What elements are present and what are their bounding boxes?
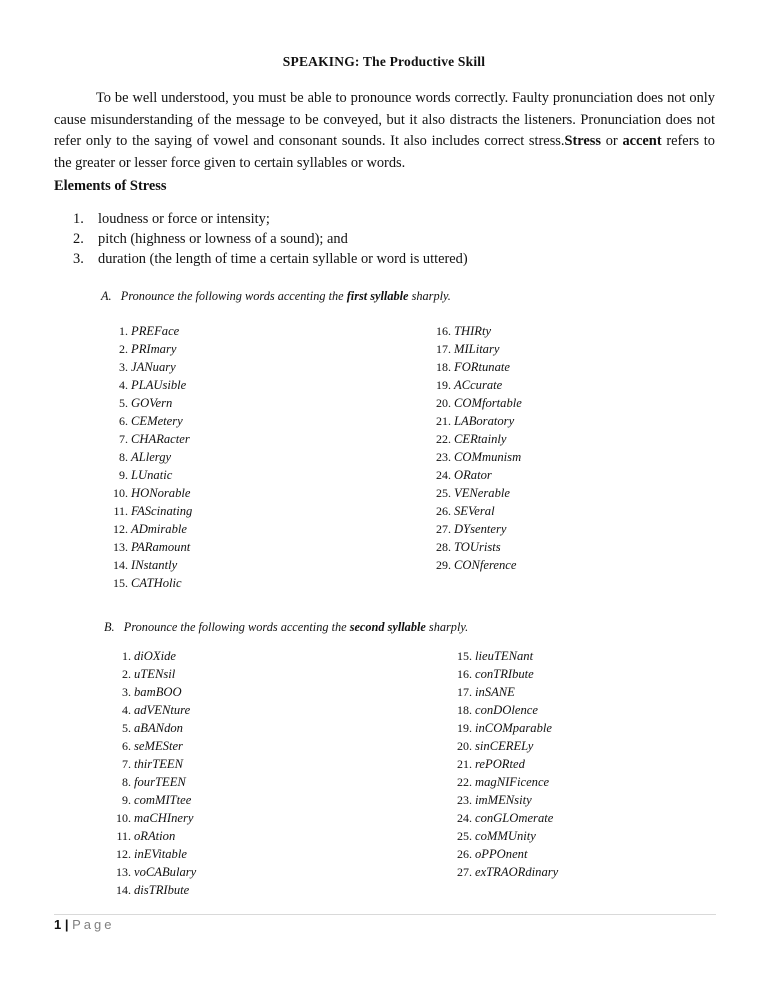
stress-term: Stress	[564, 133, 602, 149]
word-item	[427, 322, 707, 340]
word-text: bamBOO	[134, 685, 182, 699]
word-number: 8.	[122, 775, 131, 789]
word-text: FORtunate	[454, 360, 510, 374]
word-number: 12.	[116, 847, 131, 861]
word-text: maCHInery	[134, 811, 194, 825]
item-text: duration (the length of time a certain syllable or word is uttered)	[98, 251, 468, 267]
word-item	[448, 683, 708, 701]
word-item	[448, 863, 708, 881]
intro-paragraph	[54, 88, 715, 174]
page-footer	[54, 917, 114, 932]
word-text: comMITtee	[134, 793, 192, 807]
word-item	[448, 665, 708, 683]
word-item	[107, 647, 407, 665]
section-a-suffix: sharply.	[408, 289, 451, 303]
word-text: diOXide	[134, 649, 176, 663]
word-number: 24.	[436, 468, 451, 482]
word-text: PLAUsible	[131, 378, 187, 392]
word-item	[107, 809, 407, 827]
section-b-heading	[104, 620, 468, 635]
item-number: 2.	[73, 231, 84, 247]
word-item	[448, 773, 708, 791]
word-number: 22.	[457, 775, 472, 789]
word-text: DYsentery	[454, 522, 507, 536]
word-text: MILitary	[454, 342, 500, 356]
word-number: 29.	[436, 558, 451, 572]
word-number: 23.	[457, 793, 472, 807]
word-number: 10.	[113, 486, 128, 500]
word-number: 27.	[457, 865, 472, 879]
word-item	[104, 358, 404, 376]
page-label: Page	[72, 917, 115, 932]
word-item	[107, 665, 407, 683]
word-text: aBANdon	[134, 721, 183, 735]
word-text: ACcurate	[454, 378, 503, 392]
word-item	[107, 719, 407, 737]
word-item	[104, 520, 404, 538]
word-number: 21.	[457, 757, 472, 771]
word-number: 13.	[113, 540, 128, 554]
word-number: 19.	[457, 721, 472, 735]
word-text: PRImary	[131, 342, 177, 356]
accent-term: accent	[622, 133, 662, 149]
word-item	[427, 502, 707, 520]
section-b-emphasis: second syllable	[349, 620, 426, 634]
word-item	[104, 340, 404, 358]
word-text: disTRIbute	[134, 883, 190, 897]
word-text: magNIFicence	[475, 775, 550, 789]
word-item	[448, 809, 708, 827]
word-text: imMENsity	[475, 793, 532, 807]
word-text: SEVeral	[454, 504, 495, 518]
word-number: 4.	[122, 703, 131, 717]
word-text: TOUrists	[454, 540, 501, 554]
word-number: 24.	[457, 811, 472, 825]
item-text: loudness or force or intensity;	[98, 211, 270, 227]
word-item	[104, 466, 404, 484]
word-item	[448, 701, 708, 719]
section-b-suffix: sharply.	[425, 620, 469, 634]
section-b-prefix: B. Pronounce the following words accenting the	[104, 620, 350, 634]
word-number: 1.	[119, 324, 128, 338]
word-text: adVENture	[134, 703, 191, 717]
item-number: 1.	[73, 211, 84, 227]
intro-text: To be well understood, you must be able to pronounce words correctly. Faulty pronunciation does not only cause misunderstanding of the message to be conveyed, but it also distracts the listeners. Pronunciation does not refer only to the saying of vowel and consonant sounds. It also includes correct stress.	[54, 90, 715, 149]
word-item	[448, 647, 708, 665]
word-number: 1.	[122, 649, 131, 663]
word-number: 15.	[457, 649, 472, 663]
section-b-column-1	[107, 647, 407, 899]
list-item	[54, 229, 468, 249]
word-text: PREFace	[131, 324, 180, 338]
word-item	[448, 737, 708, 755]
word-text: oRAtion	[134, 829, 176, 843]
word-text: LUnatic	[131, 468, 173, 482]
word-text: ADmirable	[131, 522, 187, 536]
word-text: THIRty	[454, 324, 492, 338]
word-number: 9.	[122, 793, 131, 807]
word-text: INstantly	[131, 558, 178, 572]
word-text: CONference	[454, 558, 517, 572]
section-a-prefix: A. Pronounce the following words accenting the	[101, 289, 347, 303]
elements-heading: Elements of Stress	[54, 178, 167, 194]
word-number: 25.	[457, 829, 472, 843]
word-item	[104, 556, 404, 574]
footer-separator: |	[61, 917, 73, 932]
word-number: 26.	[457, 847, 472, 861]
word-item	[107, 881, 407, 899]
word-number: 20.	[457, 739, 472, 753]
word-text: thirTEEN	[134, 757, 183, 771]
word-text: oPPOnent	[475, 847, 528, 861]
word-number: 2.	[119, 342, 128, 356]
footer-divider	[54, 914, 716, 915]
word-number: 2.	[122, 667, 131, 681]
word-number: 23.	[436, 450, 451, 464]
word-text: CEMetery	[131, 414, 183, 428]
word-item	[104, 448, 404, 466]
word-item	[427, 394, 707, 412]
item-text: pitch (highness or lowness of a sound); and	[98, 231, 348, 247]
word-text: exTRAORdinary	[475, 865, 559, 879]
word-item	[104, 430, 404, 448]
word-item	[104, 322, 404, 340]
list-item	[54, 249, 468, 269]
word-text: fourTEEN	[134, 775, 186, 789]
word-number: 26.	[436, 504, 451, 518]
word-text: inCOMparable	[475, 721, 552, 735]
word-item	[104, 574, 404, 592]
intro-text-end: refers to the greater or lesser force given to certain syllables or words.	[54, 133, 715, 171]
word-text: inSANE	[475, 685, 515, 699]
word-number: 17.	[457, 685, 472, 699]
word-item	[107, 863, 407, 881]
word-item	[107, 683, 407, 701]
word-text: PARamount	[131, 540, 191, 554]
word-number: 5.	[122, 721, 131, 735]
word-text: HONorable	[131, 486, 191, 500]
word-number: 16.	[457, 667, 472, 681]
list-item	[54, 209, 468, 229]
section-a-heading	[101, 289, 451, 304]
word-item	[427, 412, 707, 430]
word-number: 7.	[119, 432, 128, 446]
word-number: 14.	[116, 883, 131, 897]
word-text: GOVern	[131, 396, 173, 410]
word-item	[427, 340, 707, 358]
word-number: 3.	[122, 685, 131, 699]
page-title: SPEAKING: The Productive Skill	[282, 54, 486, 69]
word-number: 7.	[122, 757, 131, 771]
word-text: ALlergy	[131, 450, 172, 464]
word-item	[427, 520, 707, 538]
word-number: 6.	[119, 414, 128, 428]
word-item	[107, 737, 407, 755]
word-text: COMfortable	[454, 396, 522, 410]
word-item	[104, 538, 404, 556]
word-item	[427, 538, 707, 556]
word-text: coMMUnity	[475, 829, 536, 843]
word-item	[107, 791, 407, 809]
word-item	[427, 556, 707, 574]
word-number: 21.	[436, 414, 451, 428]
section-a-emphasis: first syllable	[346, 289, 409, 303]
page-number: 1	[54, 917, 62, 932]
word-item	[448, 719, 708, 737]
word-item	[104, 484, 404, 502]
word-item	[104, 376, 404, 394]
word-item	[427, 466, 707, 484]
word-number: 6.	[122, 739, 131, 753]
word-number: 27.	[436, 522, 451, 536]
word-text: inEVitable	[134, 847, 187, 861]
intro-or: or	[601, 133, 623, 149]
word-number: 4.	[119, 378, 128, 392]
word-number: 16.	[436, 324, 451, 338]
word-item	[448, 827, 708, 845]
word-item	[427, 376, 707, 394]
word-text: uTENsil	[134, 667, 176, 681]
word-number: 13.	[116, 865, 131, 879]
word-number: 20.	[436, 396, 451, 410]
word-number: 22.	[436, 432, 451, 446]
word-item	[104, 394, 404, 412]
word-number: 9.	[119, 468, 128, 482]
word-text: LABoratory	[454, 414, 515, 428]
word-number: 19.	[436, 378, 451, 392]
section-a-column-2	[427, 322, 707, 574]
word-number: 11.	[116, 829, 131, 843]
word-number: 10.	[116, 811, 131, 825]
word-item	[104, 412, 404, 430]
word-item	[427, 448, 707, 466]
word-number: 28.	[436, 540, 451, 554]
word-text: conGLOmerate	[475, 811, 554, 825]
word-text: seMESter	[134, 739, 183, 753]
word-item	[448, 845, 708, 863]
word-item	[107, 755, 407, 773]
word-number: 25.	[436, 486, 451, 500]
word-item	[104, 502, 404, 520]
elements-list	[54, 209, 468, 269]
word-item	[427, 358, 707, 376]
word-number: 8.	[119, 450, 128, 464]
word-text: conDOlence	[475, 703, 538, 717]
word-text: lieuTENant	[475, 649, 534, 663]
word-number: 18.	[457, 703, 472, 717]
word-text: voCABulary	[134, 865, 197, 879]
word-text: FAScinating	[131, 504, 193, 518]
section-b-column-2	[448, 647, 708, 881]
word-text: ORator	[454, 468, 492, 482]
word-text: conTRIbute	[475, 667, 534, 681]
word-text: VENerable	[454, 486, 510, 500]
word-item	[427, 430, 707, 448]
word-number: 17.	[436, 342, 451, 356]
word-item	[107, 827, 407, 845]
section-a-column-1	[104, 322, 404, 592]
word-item	[427, 484, 707, 502]
word-text: CATHolic	[131, 576, 182, 590]
word-number: 11.	[113, 504, 128, 518]
word-text: CERtainly	[454, 432, 507, 446]
word-number: 5.	[119, 396, 128, 410]
word-number: 3.	[119, 360, 128, 374]
item-number: 3.	[73, 251, 84, 267]
word-number: 12.	[113, 522, 128, 536]
word-item	[448, 791, 708, 809]
word-number: 18.	[436, 360, 451, 374]
word-item	[448, 755, 708, 773]
word-item	[107, 773, 407, 791]
word-text: JANuary	[131, 360, 176, 374]
word-item	[107, 701, 407, 719]
word-text: sinCERELy	[475, 739, 534, 753]
word-item	[107, 845, 407, 863]
word-text: CHARacter	[131, 432, 190, 446]
word-number: 14.	[113, 558, 128, 572]
word-text: rePORted	[475, 757, 525, 771]
word-number: 15.	[113, 576, 128, 590]
word-text: COMmunism	[454, 450, 522, 464]
